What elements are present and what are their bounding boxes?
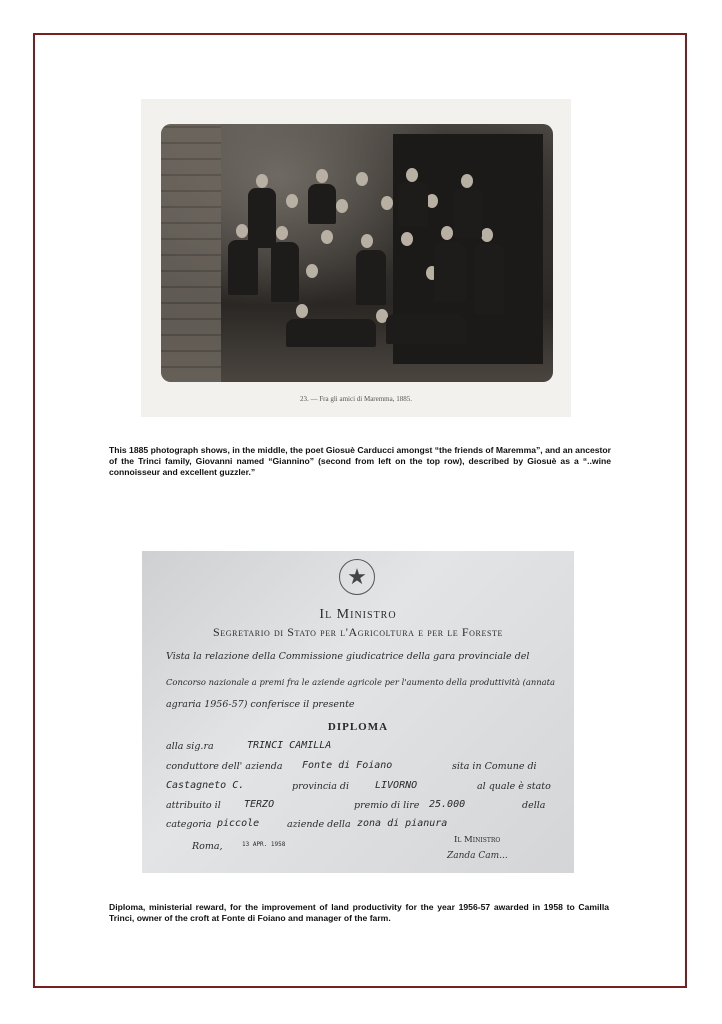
- category-value: piccole: [217, 818, 260, 829]
- label-recipient: alla sig.ra: [166, 741, 214, 752]
- label-stato: al quale è stato: [477, 781, 551, 792]
- label-provincia: provincia di: [292, 781, 350, 792]
- diploma-text-line-3: agraria 1956-57) conferisce il presente: [166, 699, 355, 710]
- diploma-subtitle: Segretario di Stato per l'Agricoltura e per le Foreste: [213, 625, 503, 639]
- stone-wall: [161, 124, 221, 382]
- prize-amount: 25.000: [429, 799, 466, 810]
- diploma-image: [142, 551, 574, 873]
- label-categoria: categoria: [166, 819, 212, 830]
- label-ministro: Il Ministro: [454, 835, 501, 845]
- province: LIVORNO: [375, 780, 418, 791]
- photo-image: [161, 124, 553, 382]
- label-roma: Roma,: [192, 841, 223, 852]
- farm-name: Fonte di Foiano: [302, 760, 393, 771]
- diploma-text-line-2: Concorso nazionale a premi fra le aziende agricole per l'aumento della produttività (annata: [166, 677, 556, 687]
- diploma-title: Il Ministro: [319, 607, 397, 622]
- label-della: della: [522, 800, 546, 811]
- recipient-name: TRINCI CAMILLA: [247, 740, 332, 751]
- group-of-men: [216, 164, 516, 374]
- diploma-text-line-1: Vista la relazione della Commissione giudicatrice della gara provinciale del: [166, 651, 530, 662]
- label-attribuito: attribuito il: [166, 800, 221, 811]
- label-premio: premio di lire: [354, 800, 420, 811]
- prize-rank: TERZO: [244, 799, 275, 810]
- diploma-description: Diploma, ministerial reward, for the improvement of land productivity for the year 1956-57 awarded in 1958 to Camilla Trinci, owner of the croft at Fonte di Foiano and manager of the farm.: [109, 902, 609, 923]
- award-date: 13 APR. 1958: [242, 841, 286, 848]
- photo-description: This 1885 photograph shows, in the middle, the poet Giosuè Carducci amongst “the friends of Maremma”, and an ancestor of the Trinci family, Giovanni named “Giannino” (second from left on the top row), described by Giosuè as a “..wine connoisseur and excellent guzzler.”: [109, 445, 611, 477]
- historic-group-photo: [141, 99, 571, 417]
- minister-signature: Zanda Cam...: [447, 851, 508, 861]
- zone-value: zona di pianura: [357, 818, 448, 829]
- label-aziende: aziende della: [287, 819, 351, 830]
- municipality: Castagneto C.: [166, 780, 245, 791]
- label-comune: sita in Comune di: [452, 761, 537, 772]
- diploma-label: DIPLOMA: [327, 721, 389, 733]
- label-conduttore: conduttore dell' azienda: [166, 761, 283, 772]
- photo-caption: 23. — Fra gli amici di Maremma, 1885.: [300, 395, 412, 403]
- republic-emblem-icon: ★: [339, 559, 375, 595]
